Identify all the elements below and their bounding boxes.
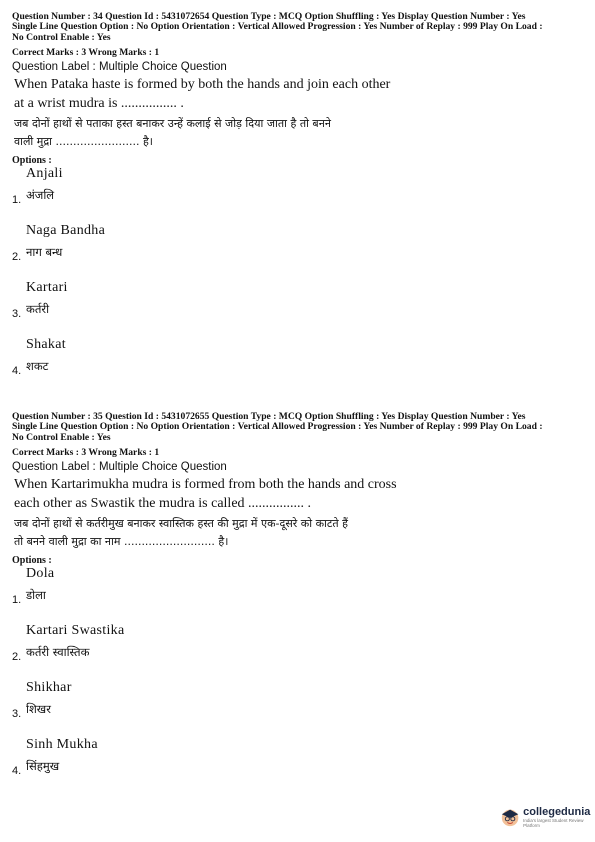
option-text-hindi: कर्तरी स्वास्तिक bbox=[26, 645, 90, 660]
question-label: Question Label : Multiple Choice Question bbox=[12, 61, 227, 74]
option-3[interactable] bbox=[12, 680, 584, 737]
option-number: 3. bbox=[12, 308, 22, 321]
collegedunia-logo bbox=[500, 806, 595, 828]
option-text-hindi: शिखर bbox=[26, 702, 51, 717]
option-text-english: Kartari bbox=[26, 280, 68, 296]
option-text-hindi: सिंहमुख bbox=[26, 759, 60, 774]
question-text-line: जब दोनों हाथों से पताका हस्त बनाकर उन्हें कलाई से जोड़ दिया जाता है तो बनने bbox=[14, 117, 331, 131]
option-text-english: Shikhar bbox=[26, 680, 72, 696]
question-text-line: at a wrist mudra is ................ . bbox=[14, 96, 184, 112]
question-text-line: When Pataka haste is formed by both the hands and join each other bbox=[14, 77, 391, 93]
option-number: 2. bbox=[12, 651, 22, 664]
option-number: 1. bbox=[12, 194, 22, 207]
question-text-hindi bbox=[12, 515, 584, 551]
option-text-hindi: कर्तरी bbox=[26, 302, 50, 317]
option-text-english: Kartari Swastika bbox=[26, 623, 125, 639]
question-label: Question Label : Multiple Choice Question bbox=[12, 461, 227, 474]
option-text-english: Dola bbox=[26, 566, 55, 582]
question-text-line: जब दोनों हाथों से कर्तरीमुख बनाकर स्वास्तिक हस्त की मुद्रा में एक-दूसरे को काटते हैं bbox=[14, 517, 349, 531]
question-block-34 bbox=[12, 12, 584, 394]
option-1[interactable] bbox=[12, 166, 584, 223]
question-meta bbox=[12, 412, 584, 443]
meta-line: No Control Enable : Yes bbox=[12, 31, 111, 43]
question-meta bbox=[12, 12, 584, 43]
option-number: 3. bbox=[12, 708, 22, 721]
question-text-line: each other as Swastik the mudra is called ................ . bbox=[14, 496, 312, 512]
question-text-english bbox=[12, 475, 584, 513]
option-3[interactable] bbox=[12, 280, 584, 337]
question-text-hindi bbox=[12, 115, 584, 151]
question-text-english bbox=[12, 75, 584, 113]
option-2[interactable] bbox=[12, 623, 584, 680]
meta-line: Question Number : 35 Question Id : 5431072655 Question Type : MCQ Option Shuffling : Yes Display Question Number : Yes bbox=[12, 411, 526, 422]
option-number: 1. bbox=[12, 594, 22, 607]
meta-line: Single Line Question Option : No Option Orientation : Vertical Allowed Progression : Yes Number of Replay : 999 Play On Load : bbox=[12, 21, 543, 33]
option-4[interactable] bbox=[12, 337, 584, 394]
meta-line: Single Line Question Option : No Option Orientation : Vertical Allowed Progression : Yes Number of Replay : 999 Play On Load : bbox=[12, 421, 543, 433]
question-marks: Correct Marks : 3 Wrong Marks : 1 bbox=[12, 447, 160, 459]
options-title: Options : bbox=[12, 155, 52, 167]
question-marks: Correct Marks : 3 Wrong Marks : 1 bbox=[12, 47, 160, 59]
option-text-english: Naga Bandha bbox=[26, 223, 106, 239]
mascot-icon bbox=[500, 806, 520, 828]
options-title: Options : bbox=[12, 555, 52, 567]
question-block-35 bbox=[12, 412, 584, 794]
option-text-hindi: डोला bbox=[26, 588, 46, 603]
question-text-line: तो बनने वाली मुद्रा का नाम .......................... है। bbox=[14, 535, 229, 549]
option-text-english: Anjali bbox=[26, 166, 63, 182]
option-4[interactable] bbox=[12, 737, 584, 794]
option-2[interactable] bbox=[12, 223, 584, 280]
option-text-english: Sinh Mukha bbox=[26, 737, 98, 753]
option-text-hindi: नाग बन्ध bbox=[26, 245, 63, 260]
option-number: 2. bbox=[12, 251, 22, 264]
logo-tagline: India's largest Student Review Platform bbox=[523, 818, 584, 828]
option-text-english: Shakat bbox=[26, 337, 66, 353]
question-text-line: When Kartarimukha mudra is formed from both the hands and cross bbox=[14, 477, 397, 493]
option-1[interactable] bbox=[12, 566, 584, 623]
question-text-line: वाली मुद्रा ........................ है। bbox=[14, 135, 153, 149]
option-text-hindi: शकट bbox=[26, 359, 49, 374]
logo-name: collegedunia bbox=[523, 806, 591, 818]
meta-line: Question Number : 34 Question Id : 5431072654 Question Type : MCQ Option Shuffling : Yes Display Question Number : Yes bbox=[12, 11, 526, 22]
option-text-hindi: अंजलि bbox=[26, 188, 55, 203]
option-number: 4. bbox=[12, 365, 22, 378]
meta-line: No Control Enable : Yes bbox=[12, 431, 111, 443]
option-number: 4. bbox=[12, 765, 22, 778]
